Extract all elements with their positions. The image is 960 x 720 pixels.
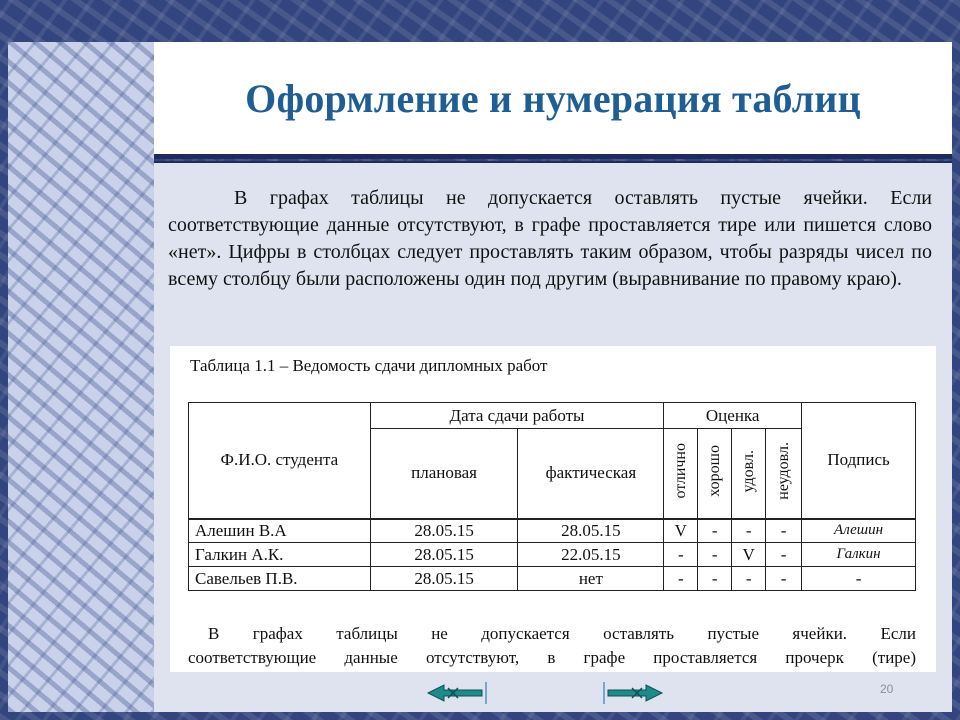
cell-signature: -: [802, 567, 916, 591]
next-slide-button[interactable]: [596, 680, 666, 706]
cell-g4: -: [766, 543, 802, 567]
cell-name: Алешин В.А: [189, 519, 371, 543]
slide-title: Оформление и нумерация таблиц: [245, 75, 861, 121]
page-number: 20: [880, 682, 894, 696]
cell-g1: -: [664, 567, 698, 591]
header-date-group: Дата сдачи работы: [370, 403, 664, 429]
cell-planned: 28.05.15: [370, 519, 518, 543]
note-line-2: соответствующие данные отсутствуют, в графе проставляется прочерк (тире): [188, 648, 916, 667]
cell-g1: V: [664, 519, 698, 543]
header-actual: фактическая: [518, 429, 664, 519]
table-caption: Таблица 1.1 – Ведомость сдачи дипломных работ: [190, 356, 548, 375]
cell-g3: V: [732, 543, 766, 567]
cell-g1: -: [664, 543, 698, 567]
title-divider: [154, 154, 952, 159]
table-row: [189, 567, 916, 591]
cell-g4: -: [766, 567, 802, 591]
prev-slide-button[interactable]: [424, 680, 494, 706]
cell-name: Савельев П.В.: [189, 567, 371, 591]
header-grade-excellent: отлично: [664, 429, 698, 519]
cell-g3: -: [732, 567, 766, 591]
cell-actual: нет: [518, 567, 664, 591]
cell-planned: 28.05.15: [370, 543, 518, 567]
cell-g3: -: [732, 519, 766, 543]
grades-table: [188, 402, 916, 591]
cell-g4: -: [766, 519, 802, 543]
cell-g2: -: [698, 543, 732, 567]
title-band: [154, 42, 952, 154]
header-student: Ф.И.О. студента: [189, 403, 371, 519]
header-grade-satisfactory: удовл.: [732, 429, 766, 519]
arrow-right-icon: [596, 680, 666, 706]
cell-planned: 28.05.15: [370, 567, 518, 591]
header-grade-group: Оценка: [664, 403, 802, 429]
arrow-left-icon: [424, 680, 494, 706]
table-row: [189, 519, 916, 543]
header-grade-good: хорошо: [698, 429, 732, 519]
cell-name: Галкин А.К.: [189, 543, 371, 567]
cell-actual: 22.05.15: [518, 543, 664, 567]
cell-signature: Галкин: [802, 543, 916, 567]
note-text: [188, 622, 916, 670]
table-row: [189, 543, 916, 567]
header-planned: плановая: [370, 429, 518, 519]
note-line-1: В графах таблицы не допускается оставлять пустые ячейки. Если: [208, 624, 916, 643]
header-signature: Подпись: [802, 403, 916, 519]
header-grade-unsatisfactory: неудовл.: [766, 429, 802, 519]
cell-actual: 28.05.15: [518, 519, 664, 543]
body-paragraph: В графах таблицы не допускается оставлять пустые ячейки. Если соответствующие данные отсутствуют, в графе проставляется тире или пишется слово «нет». Цифры в столбцах следует проставлять таким образом, чтобы разряды чисел по всему столбцу были расположены один под другим (выравнивание по правому краю).: [168, 187, 932, 290]
decorative-pen-pattern: [8, 42, 154, 712]
cell-signature: Алешин: [802, 519, 916, 543]
cell-g2: -: [698, 567, 732, 591]
cell-g2: -: [698, 519, 732, 543]
